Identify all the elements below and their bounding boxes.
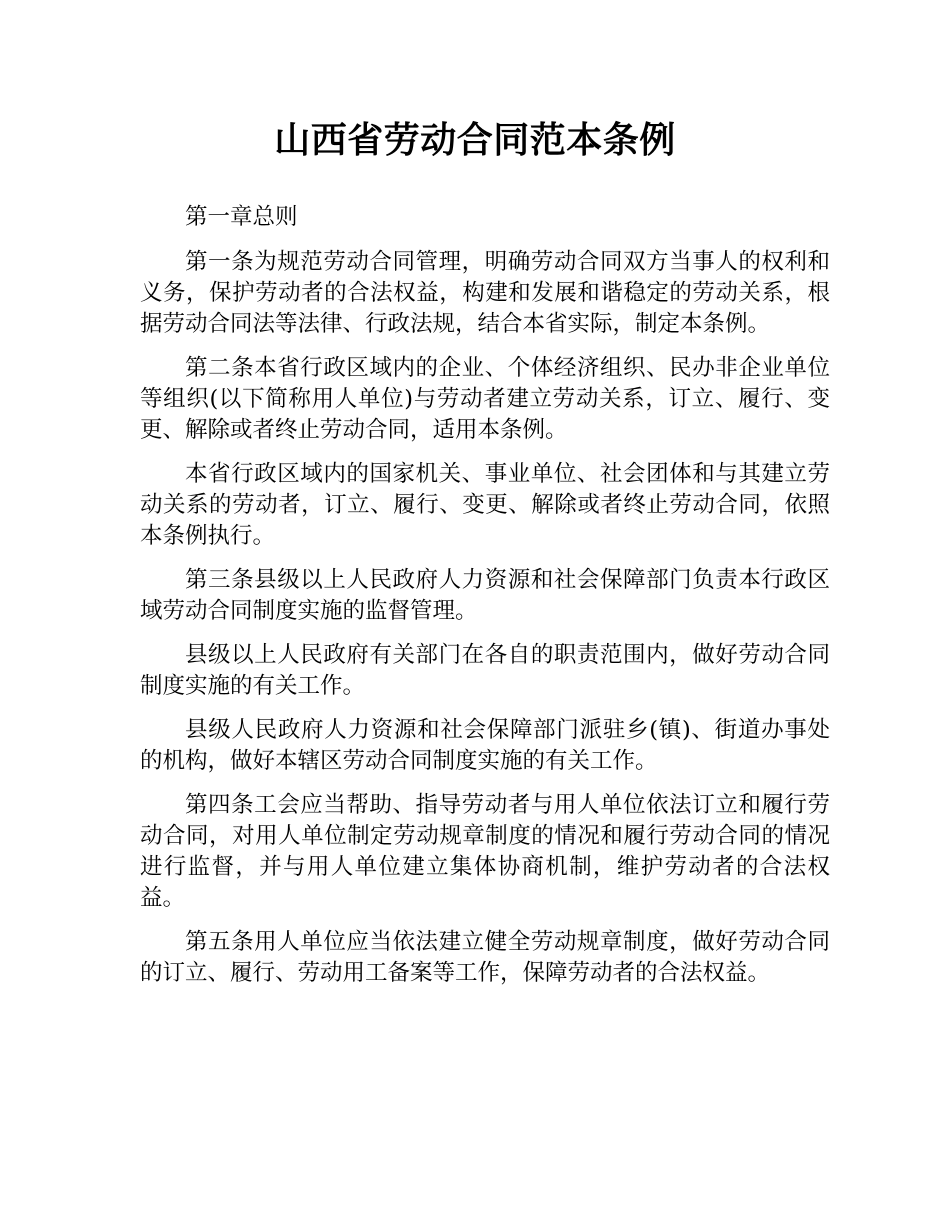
paragraph-article-3-cont-2: 县级人民政府人力资源和社会保障部门派驻乡(镇)、街道办事处的机构，做好本辖区劳动合同制度实施的有关工作。 <box>140 717 830 774</box>
paragraph-article-1: 第一条为规范劳动合同管理，明确劳动合同双方当事人的权利和义务，保护劳动者的合法权益，构建和发展和谐稳定的劳动关系，根据劳动合同法等法律、行政法规，结合本省实际，制定本条例。 <box>140 249 830 337</box>
document-body <box>140 202 830 1002</box>
paragraph-article-3-cont-1: 县级以上人民政府有关部门在各自的职责范围内，做好劳动合同制度实施的有关工作。 <box>140 642 830 699</box>
paragraph-article-4: 第四条工会应当帮助、指导劳动者与用人单位依法订立和履行劳动合同，对用人单位制定劳动规章制度的情况和履行劳动合同的情况进行监督，并与用人单位建立集体协商机制，维护劳动者的合法权益。 <box>140 792 830 911</box>
paragraph-article-2-cont: 本省行政区域内的国家机关、事业单位、社会团体和与其建立劳动关系的劳动者，订立、履行、变更、解除或者终止劳动合同，依照本条例执行。 <box>140 461 830 549</box>
paragraph-article-5: 第五条用人单位应当依法建立健全劳动规章制度，做好劳动合同的订立、履行、劳动用工备案等工作，保障劳动者的合法权益。 <box>140 929 830 986</box>
paragraph-article-3: 第三条县级以上人民政府人力资源和社会保障部门负责本行政区域劳动合同制度实施的监督管理。 <box>140 567 830 624</box>
paragraph-article-2: 第二条本省行政区域内的企业、个体经济组织、民办非企业单位等组织(以下简称用人单位)与劳动者建立劳动关系，订立、履行、变更、解除或者终止劳动合同，适用本条例。 <box>140 355 830 443</box>
chapter-heading: 第一章总则 <box>185 204 298 230</box>
document-title: 山西省劳动合同范本条例 <box>274 120 676 161</box>
